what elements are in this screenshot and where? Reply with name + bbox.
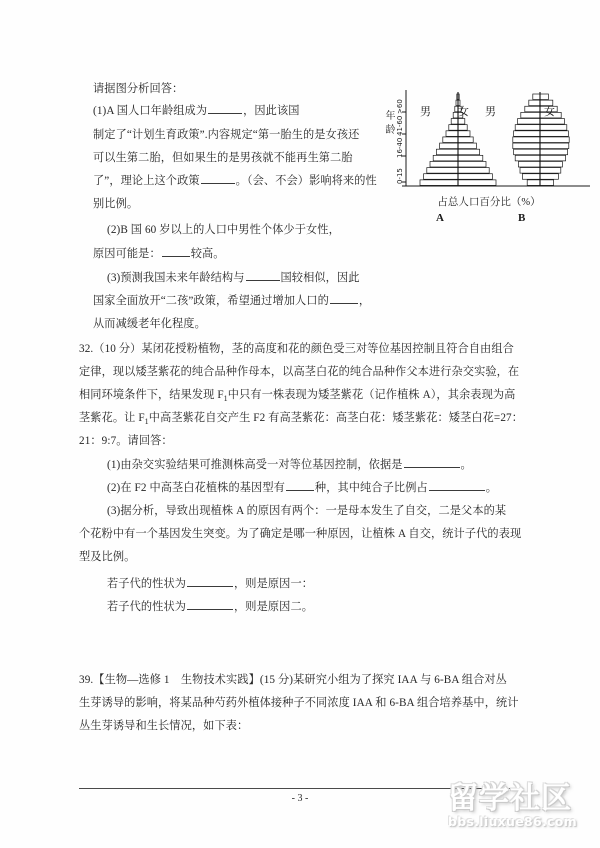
panel-b-female-label: 女: [544, 105, 555, 118]
watermark: [448, 782, 594, 842]
q2-line-1: (2)B 国 60 岁以上的人口中男性个体少于女性，: [107, 224, 340, 236]
q32-line-5: 21：9:7。请回答：: [79, 435, 173, 447]
answer-blank[interactable]: [286, 479, 314, 491]
answer-blank[interactable]: [330, 292, 358, 304]
q1-line-5: 别比例。: [93, 198, 139, 210]
page-number: - 3 -: [291, 793, 309, 804]
panel-b-caption: B: [518, 212, 526, 224]
q2-line-2: 原因可能是： 较高。: [93, 243, 225, 266]
q32-sub3: (3)据分析，导致出现植株 A 的原因有两个：一是母本发生了自交，二是父本的某: [107, 505, 507, 517]
answer-blank[interactable]: [201, 172, 235, 184]
svg-text:0-15: 0-15: [396, 168, 404, 184]
q32-line-1: 32.（10 分）某闭花授粉植物，茎的高度和花的颜色受三对等位基因控制且符合自由组合: [79, 343, 514, 355]
subscript: 1: [223, 394, 228, 404]
watermark-chinese: 留学社区: [448, 781, 572, 816]
population-pyramid-figure: [384, 86, 590, 228]
q1-line-1: (1)A 国人口年龄组成为 ，因此该国: [93, 100, 300, 123]
chart-x-axis-label: 占总人口百分比（%）: [437, 197, 541, 208]
q1-line-4: 了”，理论上这个政策 。（会、不会）影响将来的性: [93, 170, 377, 193]
q39-line-2: 生芽诱导的影响，将某品种芍药外植体接种子不同浓度 IAA 和 6-BA 组合培养基中，统计: [79, 697, 519, 709]
panel-a-female-label: 女: [458, 105, 469, 118]
q3-line-1: (3)预测我国未来年龄结构与 国较相似，因此: [107, 267, 360, 290]
q32-sub3-cont: 个花粉中有一个基因发生突变。为了确定是哪一种原因，让植株 A 自交，统计子代的表现: [79, 528, 522, 540]
subscript: 1: [144, 417, 149, 427]
q32-line-4: 茎紫花。让 $F_1$中高茎紫花自交产生 F2 有高茎紫花：高茎白花：矮茎紫花：矮茎白花=27：: [79, 412, 524, 427]
q32-line-2: 定律，现以矮茎紫花的纯合品种作母本，以高茎白花的纯合品种作父本进行杂交实验，在: [79, 366, 520, 378]
q39-line-1: 39.【生物—选修 1 生物技术实践】(15 分)某研究小组为了探究 IAA 与 6-BA 组合对丛: [79, 674, 507, 686]
answer-blank[interactable]: [187, 575, 233, 587]
answer-blank[interactable]: [187, 598, 233, 610]
q32-condition-1: 若子代的性状为 ，则是原因一：: [107, 573, 313, 596]
q1-line-2: 制定了“计划生育政策”.内容规定“第一胎生的是女孩还: [93, 129, 360, 141]
q1-line-3: 可以生第二胎，但如果生的是男孩就不能再生第二胎: [93, 152, 353, 164]
q32-sub1: (1)由杂交实验结果可推测株高受一对等位基因控制，依据是 。: [107, 454, 472, 477]
chart-y-axis-label: 年龄: [385, 111, 396, 136]
instruction-line: 请据图分析回答：: [93, 83, 184, 95]
answer-blank[interactable]: [404, 456, 460, 468]
svg-text:41-60: 41-60: [396, 115, 404, 136]
q3-line-2: 国家全面放开“二孩”政策，希望通过增加人口的 ，: [93, 290, 370, 313]
q32-line-3: 相同环境条件下，结果发现 $F_1$中只有一株表现为矮茎紫花（记作植株 A），其余表现为高: [79, 389, 516, 404]
q32-condition-2: 若子代的性状为 ，则是原因二。: [107, 596, 313, 619]
q32-sub2: (2)在 F2 中高茎白花植株的基因型有 种，其中纯合子比例占 。: [107, 477, 497, 500]
watermark-url: bbs.liuxue86.com: [448, 814, 577, 829]
q32-sub3-cont2: 型及比例。: [79, 551, 136, 563]
panel-a-male-label: 男: [420, 105, 431, 118]
answer-blank[interactable]: [246, 269, 280, 281]
panel-b-male-label: 男: [485, 105, 496, 118]
q39-line-3: 丛生芽诱导和生长情况，如下表：: [79, 720, 249, 732]
answer-blank[interactable]: [429, 479, 485, 491]
q3-line-3: 从而减缓老年化程度。: [93, 318, 206, 330]
footer-divider: [79, 788, 522, 789]
panel-a-caption: A: [436, 212, 444, 224]
answer-blank[interactable]: [162, 245, 190, 257]
svg-text:>60: >60: [396, 99, 404, 114]
svg-text:16-40: 16-40: [396, 137, 404, 158]
answer-blank[interactable]: [208, 102, 242, 114]
